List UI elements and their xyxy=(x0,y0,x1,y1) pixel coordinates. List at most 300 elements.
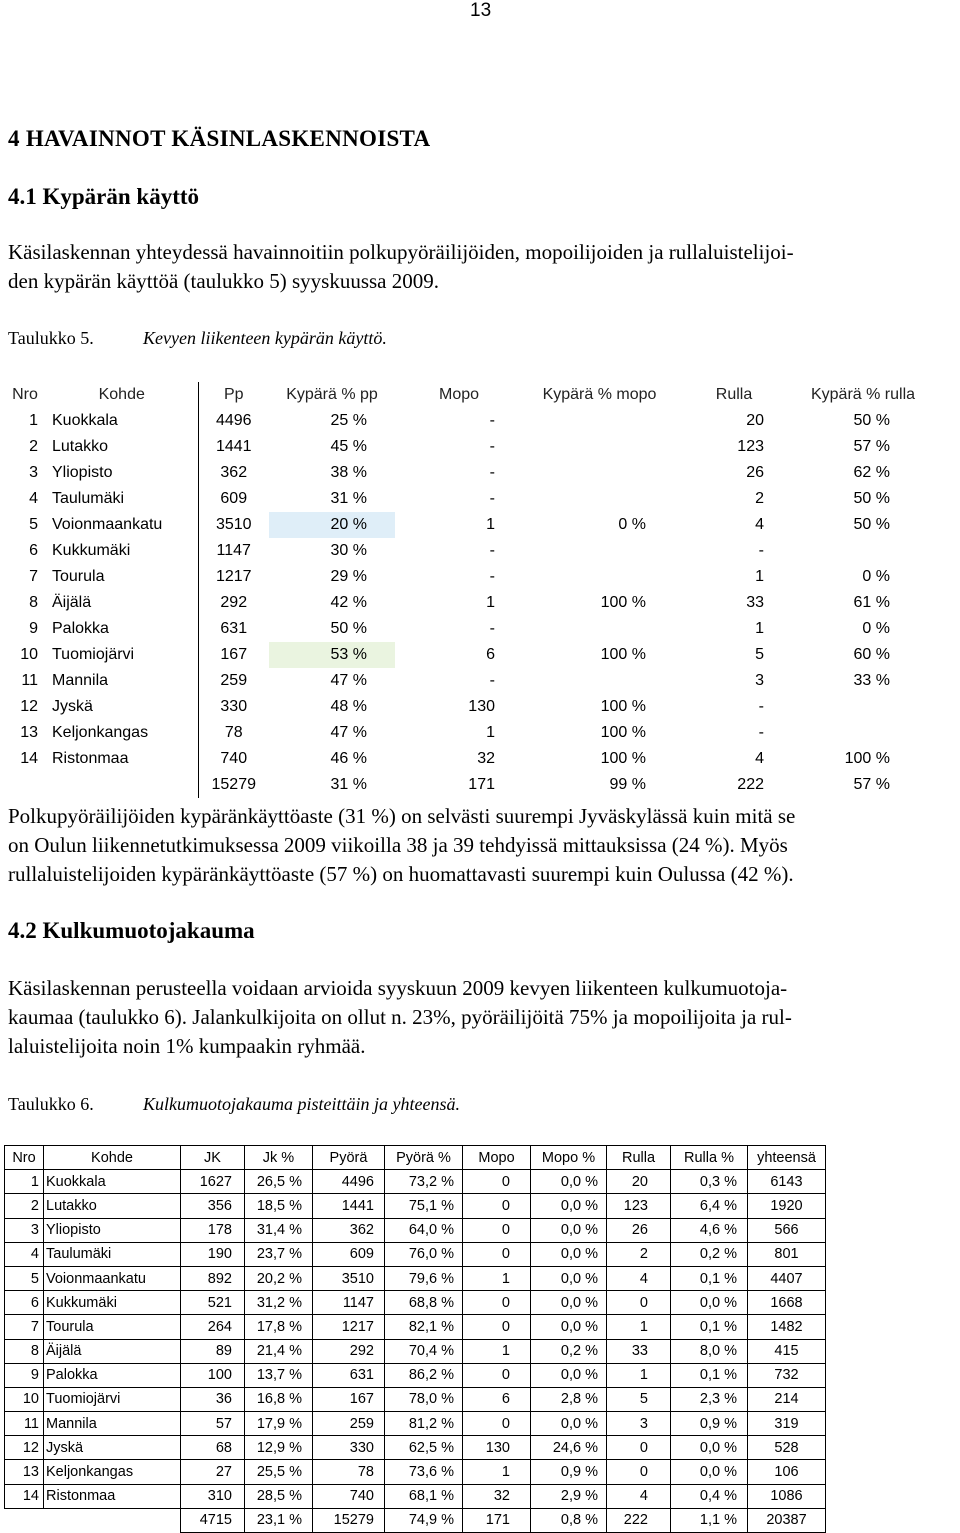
table6-cell: 76,0 % xyxy=(385,1242,463,1266)
table5-cell: 292 xyxy=(198,590,269,616)
table6-cell: 2,8 % xyxy=(531,1387,607,1411)
analysis-line-1: Polkupyöräilijöiden kypäränkäyttöaste (31 %) on selvästi suurempi Jyväskylässä kuin mitä se xyxy=(8,804,796,828)
table5-cell: 0 % xyxy=(618,516,646,533)
table5-cell: Äijälä xyxy=(52,594,92,611)
table5-cell: 100 % xyxy=(844,750,890,767)
table6-cell: 0,0 % xyxy=(531,1412,607,1436)
table6-cell: 0,2 % xyxy=(671,1242,748,1266)
table6-cell: 2,3 % xyxy=(671,1387,748,1411)
table6-cell: 6143 xyxy=(748,1170,826,1194)
table5-total-cell: 171 xyxy=(468,776,495,793)
table5-cell: 4 xyxy=(755,750,764,767)
table6-cell: 8,0 % xyxy=(671,1339,748,1363)
table6-cell: 0 xyxy=(607,1291,671,1315)
table6-cell: 292 xyxy=(313,1339,385,1363)
table5-row xyxy=(4,694,934,720)
table6-cell: 1 xyxy=(463,1460,531,1484)
table6-cell: 57 xyxy=(181,1412,245,1436)
table5-row xyxy=(4,616,934,642)
table5-cell: 4 xyxy=(29,490,38,507)
table6-cell: 70,4 % xyxy=(385,1339,463,1363)
table5-cell: 1441 xyxy=(198,434,269,460)
table6-cell: 33 xyxy=(607,1339,671,1363)
table5-cell: 631 xyxy=(198,616,269,642)
modal-line-3: laluistelijoita noin 1% kumpaakin ryhmää. xyxy=(8,1034,366,1058)
table5-total-row xyxy=(4,772,934,798)
table6-cell: 17,8 % xyxy=(245,1315,313,1339)
table5-header-cell: Kypärä % pp xyxy=(286,386,378,403)
table5-cell: 1 xyxy=(29,412,38,429)
table5-cell: - xyxy=(489,490,495,507)
table6-cell: 1920 xyxy=(748,1194,826,1218)
table6-row xyxy=(5,1170,826,1194)
table6-cell: 4407 xyxy=(748,1266,826,1290)
table6-cell: Voionmaankatu xyxy=(44,1266,181,1290)
table6-cell: 68,8 % xyxy=(385,1291,463,1315)
table6-row xyxy=(5,1218,826,1242)
table6-cell: 0 xyxy=(463,1170,531,1194)
table5-total-cell xyxy=(46,772,198,798)
table6-cell: 0,0 % xyxy=(531,1315,607,1339)
table6-cell: 20 xyxy=(607,1170,671,1194)
table5-cell: 33 xyxy=(746,594,764,611)
table5-cell: Lutakko xyxy=(52,438,109,455)
table5-row xyxy=(4,434,934,460)
table6-cell: 6,4 % xyxy=(671,1194,748,1218)
table5-row xyxy=(4,642,934,668)
table5-cell: 123 xyxy=(737,438,764,455)
table6-cell: 415 xyxy=(748,1339,826,1363)
table5-cell: - xyxy=(489,542,495,559)
table5-cell: Tourula xyxy=(52,568,105,585)
table5-cell: 47 % xyxy=(330,672,367,689)
table6-cell: 62,5 % xyxy=(385,1436,463,1460)
table6-cell: Lutakko xyxy=(44,1194,181,1218)
table5-cell: 30 % xyxy=(330,542,367,559)
table6-cell: 0,0 % xyxy=(671,1291,748,1315)
table5-cell xyxy=(523,486,676,512)
table6-header-cell: Kohde xyxy=(44,1146,181,1170)
table5-cell: 53 % xyxy=(269,642,395,668)
table5-cell: 38 % xyxy=(330,464,367,481)
table6-header-cell: yhteensä xyxy=(748,1146,826,1170)
table6-cell: 82,1 % xyxy=(385,1315,463,1339)
table5-cell: 3510 xyxy=(198,512,269,538)
table6-cell: 0,0 % xyxy=(531,1218,607,1242)
table6-cell: 86,2 % xyxy=(385,1363,463,1387)
table6-total-cell xyxy=(44,1508,181,1532)
table5-cell: 45 % xyxy=(330,438,367,455)
table6-cell: 1482 xyxy=(748,1315,826,1339)
table6-cell: 356 xyxy=(181,1194,245,1218)
table6-cell: 31,4 % xyxy=(245,1218,313,1242)
analysis-line-3: rullaluistelijoiden kypäränkäyttöaste (57 %) on huomattavasti suurempi kuin Oulussa (42 %). xyxy=(8,862,794,886)
table6-cell: 5 xyxy=(5,1266,44,1290)
table5-total-cell: 15279 xyxy=(198,772,269,798)
table5-row xyxy=(4,668,934,694)
table5-cell: 100 % xyxy=(600,594,646,611)
table5-cell xyxy=(792,538,934,564)
table6-cell: 64,0 % xyxy=(385,1218,463,1242)
table6-cell: 1627 xyxy=(181,1170,245,1194)
table5-cell: 1 xyxy=(486,724,495,741)
table6-cell: 20,2 % xyxy=(245,1266,313,1290)
table6-cell: 0 xyxy=(463,1363,531,1387)
table6-header-cell: Rulla % xyxy=(671,1146,748,1170)
table6-cell: 106 xyxy=(748,1460,826,1484)
table6-cell: 1217 xyxy=(313,1315,385,1339)
table6-total-cell: 23,1 % xyxy=(245,1508,313,1532)
table6-cell: Tourula xyxy=(44,1315,181,1339)
table6-cell: 75,1 % xyxy=(385,1194,463,1218)
table6-cell: 16,8 % xyxy=(245,1387,313,1411)
table5-cell: 20 % xyxy=(269,512,395,538)
table6-cell: 2 xyxy=(607,1242,671,1266)
table6-cell: 0 xyxy=(463,1315,531,1339)
table5-cell xyxy=(523,460,676,486)
table5-cell: - xyxy=(489,568,495,585)
table6-cell: 12,9 % xyxy=(245,1436,313,1460)
table6-cell: 0,0 % xyxy=(531,1170,607,1194)
table6-total-cell: 0,8 % xyxy=(531,1508,607,1532)
analysis-line-2: on Oulun liikennetutkimuksessa 2009 viikoilla 38 ja 39 tehdyissä mittauksissa (24 %). Myös xyxy=(8,833,788,857)
table6-cell: 89 xyxy=(181,1339,245,1363)
table6-cell: 2,9 % xyxy=(531,1484,607,1508)
table6-total-cell: 222 xyxy=(607,1508,671,1532)
table6-cell: Kuokkala xyxy=(44,1170,181,1194)
table6-total-cell: 74,9 % xyxy=(385,1508,463,1532)
table5-header-cell: Mopo xyxy=(438,386,480,403)
table6-cell: 7 xyxy=(5,1315,44,1339)
table6-cell: 5 xyxy=(607,1387,671,1411)
table6-header-cell: Rulla xyxy=(607,1146,671,1170)
table5-total-cell: 99 % xyxy=(609,776,646,793)
table6-cell: 24,6 % xyxy=(531,1436,607,1460)
table5-cell: 4 xyxy=(755,516,764,533)
table5-cell: 20 xyxy=(746,412,764,429)
table5-header-cell: Kohde xyxy=(98,386,145,403)
modal-line-2: kaumaa (taulukko 6). Jalankulkijoita on ollut n. 23%, pyöräilijöitä 75% ja mopoilijoita ja rul- xyxy=(8,1005,792,1029)
table6-cell: 259 xyxy=(313,1412,385,1436)
table6-cell: 1 xyxy=(607,1315,671,1339)
table6-cell: Keljonkangas xyxy=(44,1460,181,1484)
table5-cell: 6 xyxy=(486,646,495,663)
table6-cell: 0,9 % xyxy=(531,1460,607,1484)
table5-cell: 57 % xyxy=(853,438,890,455)
table6-cell: Mannila xyxy=(44,1412,181,1436)
table6-cell: 2 xyxy=(5,1194,44,1218)
table6-cell: 123 xyxy=(607,1194,671,1218)
table6-total-cell: 4715 xyxy=(181,1508,245,1532)
table5-cell: 32 xyxy=(477,750,495,767)
table6-cell: 609 xyxy=(313,1242,385,1266)
table5-cell: Taulumäki xyxy=(52,490,125,507)
table5-total-cell: 57 % xyxy=(853,776,890,793)
table6-row xyxy=(5,1387,826,1411)
table6-cell: 68 xyxy=(181,1436,245,1460)
table6-cell: 521 xyxy=(181,1291,245,1315)
table5-cell: 62 % xyxy=(853,464,890,481)
table6-cell: Äijälä xyxy=(44,1339,181,1363)
table6-total-cell xyxy=(5,1508,44,1532)
table6-cell: 0,1 % xyxy=(671,1266,748,1290)
table6-cell: 732 xyxy=(748,1363,826,1387)
table5-caption-text: Kevyen liikenteen kypärän käyttö. xyxy=(143,328,387,348)
table5-row xyxy=(4,512,934,538)
table6-row xyxy=(5,1242,826,1266)
helmet-usage-table xyxy=(4,382,934,798)
table6-cell: 0,0 % xyxy=(531,1194,607,1218)
table5-cell: 740 xyxy=(198,746,269,772)
table6-cell: 13,7 % xyxy=(245,1363,313,1387)
intro-line-2: den kypärän käyttöä (taulukko 5) syyskuussa 2009. xyxy=(8,269,440,293)
table5-cell: 25 % xyxy=(330,412,367,429)
table5-cell: 3 xyxy=(755,672,764,689)
table6-cell: 4 xyxy=(607,1266,671,1290)
table5-cell xyxy=(523,668,676,694)
table5-cell: 3 xyxy=(29,464,38,481)
table6-cell: 100 xyxy=(181,1363,245,1387)
table6-cell: 0,1 % xyxy=(671,1363,748,1387)
table6-cell: 0 xyxy=(463,1291,531,1315)
table6-cell: 1 xyxy=(5,1170,44,1194)
table6-cell: 26 xyxy=(607,1218,671,1242)
table5-cell: 50 % xyxy=(853,490,890,507)
table6-cell: 18,5 % xyxy=(245,1194,313,1218)
table6-row xyxy=(5,1339,826,1363)
table6-row xyxy=(5,1315,826,1339)
table5-cell: Yliopisto xyxy=(52,464,113,481)
table6-row xyxy=(5,1412,826,1436)
table6-header-row xyxy=(5,1146,826,1170)
table6-cell: 27 xyxy=(181,1460,245,1484)
table6-cell: 1 xyxy=(463,1339,531,1363)
table5-cell: 31 % xyxy=(330,490,367,507)
table6-cell: 0,0 % xyxy=(531,1291,607,1315)
table5-cell: 100 % xyxy=(600,698,646,715)
table5-cell: 6 xyxy=(29,542,38,559)
table6-cell: 13 xyxy=(5,1460,44,1484)
table6-header-cell: Mopo % xyxy=(531,1146,607,1170)
table5-row xyxy=(4,720,934,746)
table5-cell: 362 xyxy=(198,460,269,486)
table6-cell: 4496 xyxy=(313,1170,385,1194)
table5-cell: 0 % xyxy=(862,568,890,585)
table6-cell: 31,2 % xyxy=(245,1291,313,1315)
table6-total-cell: 171 xyxy=(463,1508,531,1532)
table5-cell xyxy=(523,564,676,590)
table5-cell: - xyxy=(489,672,495,689)
table5-row xyxy=(4,408,934,434)
section-heading-4-2: 4.2 Kulkumuotojakauma xyxy=(8,918,255,943)
table5-cell: 130 xyxy=(468,698,495,715)
table5-cell: 1 xyxy=(486,516,495,533)
table5-cell: - xyxy=(758,724,764,741)
table5-cell: 8 xyxy=(29,594,38,611)
table6-caption xyxy=(8,1094,460,1115)
modal-split-table xyxy=(4,1145,826,1533)
table6-row xyxy=(5,1291,826,1315)
table5-cell: Kukkumäki xyxy=(52,542,131,559)
table5-caption-label: Taulukko 5. xyxy=(8,328,94,348)
table5-row xyxy=(4,486,934,512)
table6-row xyxy=(5,1194,826,1218)
table5-cell: 61 % xyxy=(853,594,890,611)
table6-cell: 6 xyxy=(5,1291,44,1315)
table6-cell: 310 xyxy=(181,1484,245,1508)
table6-cell: Tuomiojärvi xyxy=(44,1387,181,1411)
table6-cell: 0,0 % xyxy=(531,1266,607,1290)
table5-header-cell: Kypärä % mopo xyxy=(542,386,657,403)
table5-cell: Keljonkangas xyxy=(52,724,149,741)
modal-split-paragraph xyxy=(8,974,958,1061)
table6-cell: 0 xyxy=(463,1194,531,1218)
table6-cell: 6 xyxy=(463,1387,531,1411)
table6-cell: 740 xyxy=(313,1484,385,1508)
table6-total-row xyxy=(5,1508,826,1532)
table5-cell: 2 xyxy=(29,438,38,455)
table5-cell: - xyxy=(489,412,495,429)
table5-cell: 50 % xyxy=(853,412,890,429)
table6-row xyxy=(5,1484,826,1508)
table6-cell: 1441 xyxy=(313,1194,385,1218)
table6-cell: 0 xyxy=(463,1218,531,1242)
table5-header-cell: Rulla xyxy=(715,386,753,403)
table6-row xyxy=(5,1436,826,1460)
table6-cell: 3 xyxy=(5,1218,44,1242)
table6-row xyxy=(5,1363,826,1387)
table6-cell: 12 xyxy=(5,1436,44,1460)
table6-cell: 3 xyxy=(607,1412,671,1436)
table6-cell: 0,2 % xyxy=(531,1339,607,1363)
table5-cell: 1 xyxy=(486,594,495,611)
table5-cell: Ristonmaa xyxy=(52,750,129,767)
table6-header-cell: JK xyxy=(181,1146,245,1170)
table5-header-cell: Pp xyxy=(198,382,269,408)
table5-cell xyxy=(523,408,676,434)
table5-cell: 5 xyxy=(29,516,38,533)
section-heading-4: 4 HAVAINNOT KÄSINLASKENNOISTA xyxy=(8,126,431,151)
table6-cell: Ristonmaa xyxy=(44,1484,181,1508)
table5-cell: 9 xyxy=(29,620,38,637)
table6-cell: 330 xyxy=(313,1436,385,1460)
table6-cell: 264 xyxy=(181,1315,245,1339)
table5-cell: 2 xyxy=(755,490,764,507)
table5-cell: 259 xyxy=(198,668,269,694)
table6-caption-label: Taulukko 6. xyxy=(8,1094,94,1114)
table6-cell: 0,0 % xyxy=(671,1436,748,1460)
table6-cell: 178 xyxy=(181,1218,245,1242)
table6-cell: 23,7 % xyxy=(245,1242,313,1266)
table6-total-cell: 20387 xyxy=(748,1508,826,1532)
table6-cell: 0,3 % xyxy=(671,1170,748,1194)
table6-cell: 801 xyxy=(748,1242,826,1266)
table6-cell: 4,6 % xyxy=(671,1218,748,1242)
table6-cell: 0 xyxy=(607,1436,671,1460)
table6-cell: 0,0 % xyxy=(671,1460,748,1484)
table5-cell: 10 xyxy=(20,646,38,663)
table6-cell: 17,9 % xyxy=(245,1412,313,1436)
table6-header-cell: Mopo xyxy=(463,1146,531,1170)
table5-cell xyxy=(792,720,934,746)
modal-line-1: Käsilaskennan perusteella voidaan arvioida syyskuun 2009 kevyen liikenteen kulkumuotoja- xyxy=(8,976,788,1000)
table6-cell: Palokka xyxy=(44,1363,181,1387)
table6-header-cell: Pyörä % xyxy=(385,1146,463,1170)
table5-total-cell: 222 xyxy=(737,776,764,793)
table5-cell: 1 xyxy=(755,620,764,637)
table6-cell: 1 xyxy=(463,1266,531,1290)
table6-cell: 78,0 % xyxy=(385,1387,463,1411)
table5-cell: - xyxy=(489,438,495,455)
table5-cell: 50 % xyxy=(330,620,367,637)
table6-cell: 14 xyxy=(5,1484,44,1508)
table6-cell: 10 xyxy=(5,1387,44,1411)
table5-row xyxy=(4,460,934,486)
table5-cell: - xyxy=(489,620,495,637)
table6-cell: 1147 xyxy=(313,1291,385,1315)
table5-cell: 5 xyxy=(755,646,764,663)
table5-cell: 29 % xyxy=(330,568,367,585)
table5-cell: 167 xyxy=(198,642,269,668)
table5-caption xyxy=(8,328,387,349)
table6-cell: 566 xyxy=(748,1218,826,1242)
table5-cell: 1147 xyxy=(198,538,269,564)
table5-cell: 50 % xyxy=(853,516,890,533)
table5-cell: Palokka xyxy=(52,620,109,637)
table6-cell: 79,6 % xyxy=(385,1266,463,1290)
table5-cell: 47 % xyxy=(330,724,367,741)
table6-cell: 0 xyxy=(463,1412,531,1436)
table5-row xyxy=(4,746,934,772)
table6-cell: 78 xyxy=(313,1460,385,1484)
table5-header-cell: Nro xyxy=(12,386,38,403)
table6-cell: 81,2 % xyxy=(385,1412,463,1436)
table5-cell: Voionmaankatu xyxy=(52,516,163,533)
table5-cell: Jyskä xyxy=(52,698,93,715)
table6-cell: 21,4 % xyxy=(245,1339,313,1363)
table6-cell: 528 xyxy=(748,1436,826,1460)
table6-cell: 631 xyxy=(313,1363,385,1387)
table6-cell: 0 xyxy=(463,1242,531,1266)
intro-line-1: Käsilaskennan yhteydessä havainnoitiin polkupyöräilijöiden, mopoilijoiden ja rullaluistelijoi- xyxy=(8,240,794,264)
table6-cell: 4 xyxy=(5,1242,44,1266)
table6-cell: 4 xyxy=(607,1484,671,1508)
table6-cell: 1 xyxy=(607,1363,671,1387)
table5-header-cell: Kypärä % rulla xyxy=(810,386,916,403)
section-heading-4-1: 4.1 Kypärän käyttö xyxy=(8,184,200,209)
table6-cell: 3510 xyxy=(313,1266,385,1290)
table6-row xyxy=(5,1266,826,1290)
table5-cell: 14 xyxy=(20,750,38,767)
table5-row xyxy=(4,564,934,590)
table6-cell: Jyskä xyxy=(44,1436,181,1460)
table5-cell: 1217 xyxy=(198,564,269,590)
table6-cell: 25,5 % xyxy=(245,1460,313,1484)
table6-cell: 130 xyxy=(463,1436,531,1460)
table6-cell: 68,1 % xyxy=(385,1484,463,1508)
table5-cell: - xyxy=(758,542,764,559)
table6-cell: 0,1 % xyxy=(671,1315,748,1339)
table6-cell: Taulumäki xyxy=(44,1242,181,1266)
table5-cell: 100 % xyxy=(600,646,646,663)
table5-cell: 330 xyxy=(198,694,269,720)
table6-cell: 167 xyxy=(313,1387,385,1411)
table6-cell: 1086 xyxy=(748,1484,826,1508)
table6-cell: 0,0 % xyxy=(531,1363,607,1387)
table5-cell: 100 % xyxy=(600,724,646,741)
table5-cell xyxy=(523,616,676,642)
table6-total-cell: 15279 xyxy=(313,1508,385,1532)
